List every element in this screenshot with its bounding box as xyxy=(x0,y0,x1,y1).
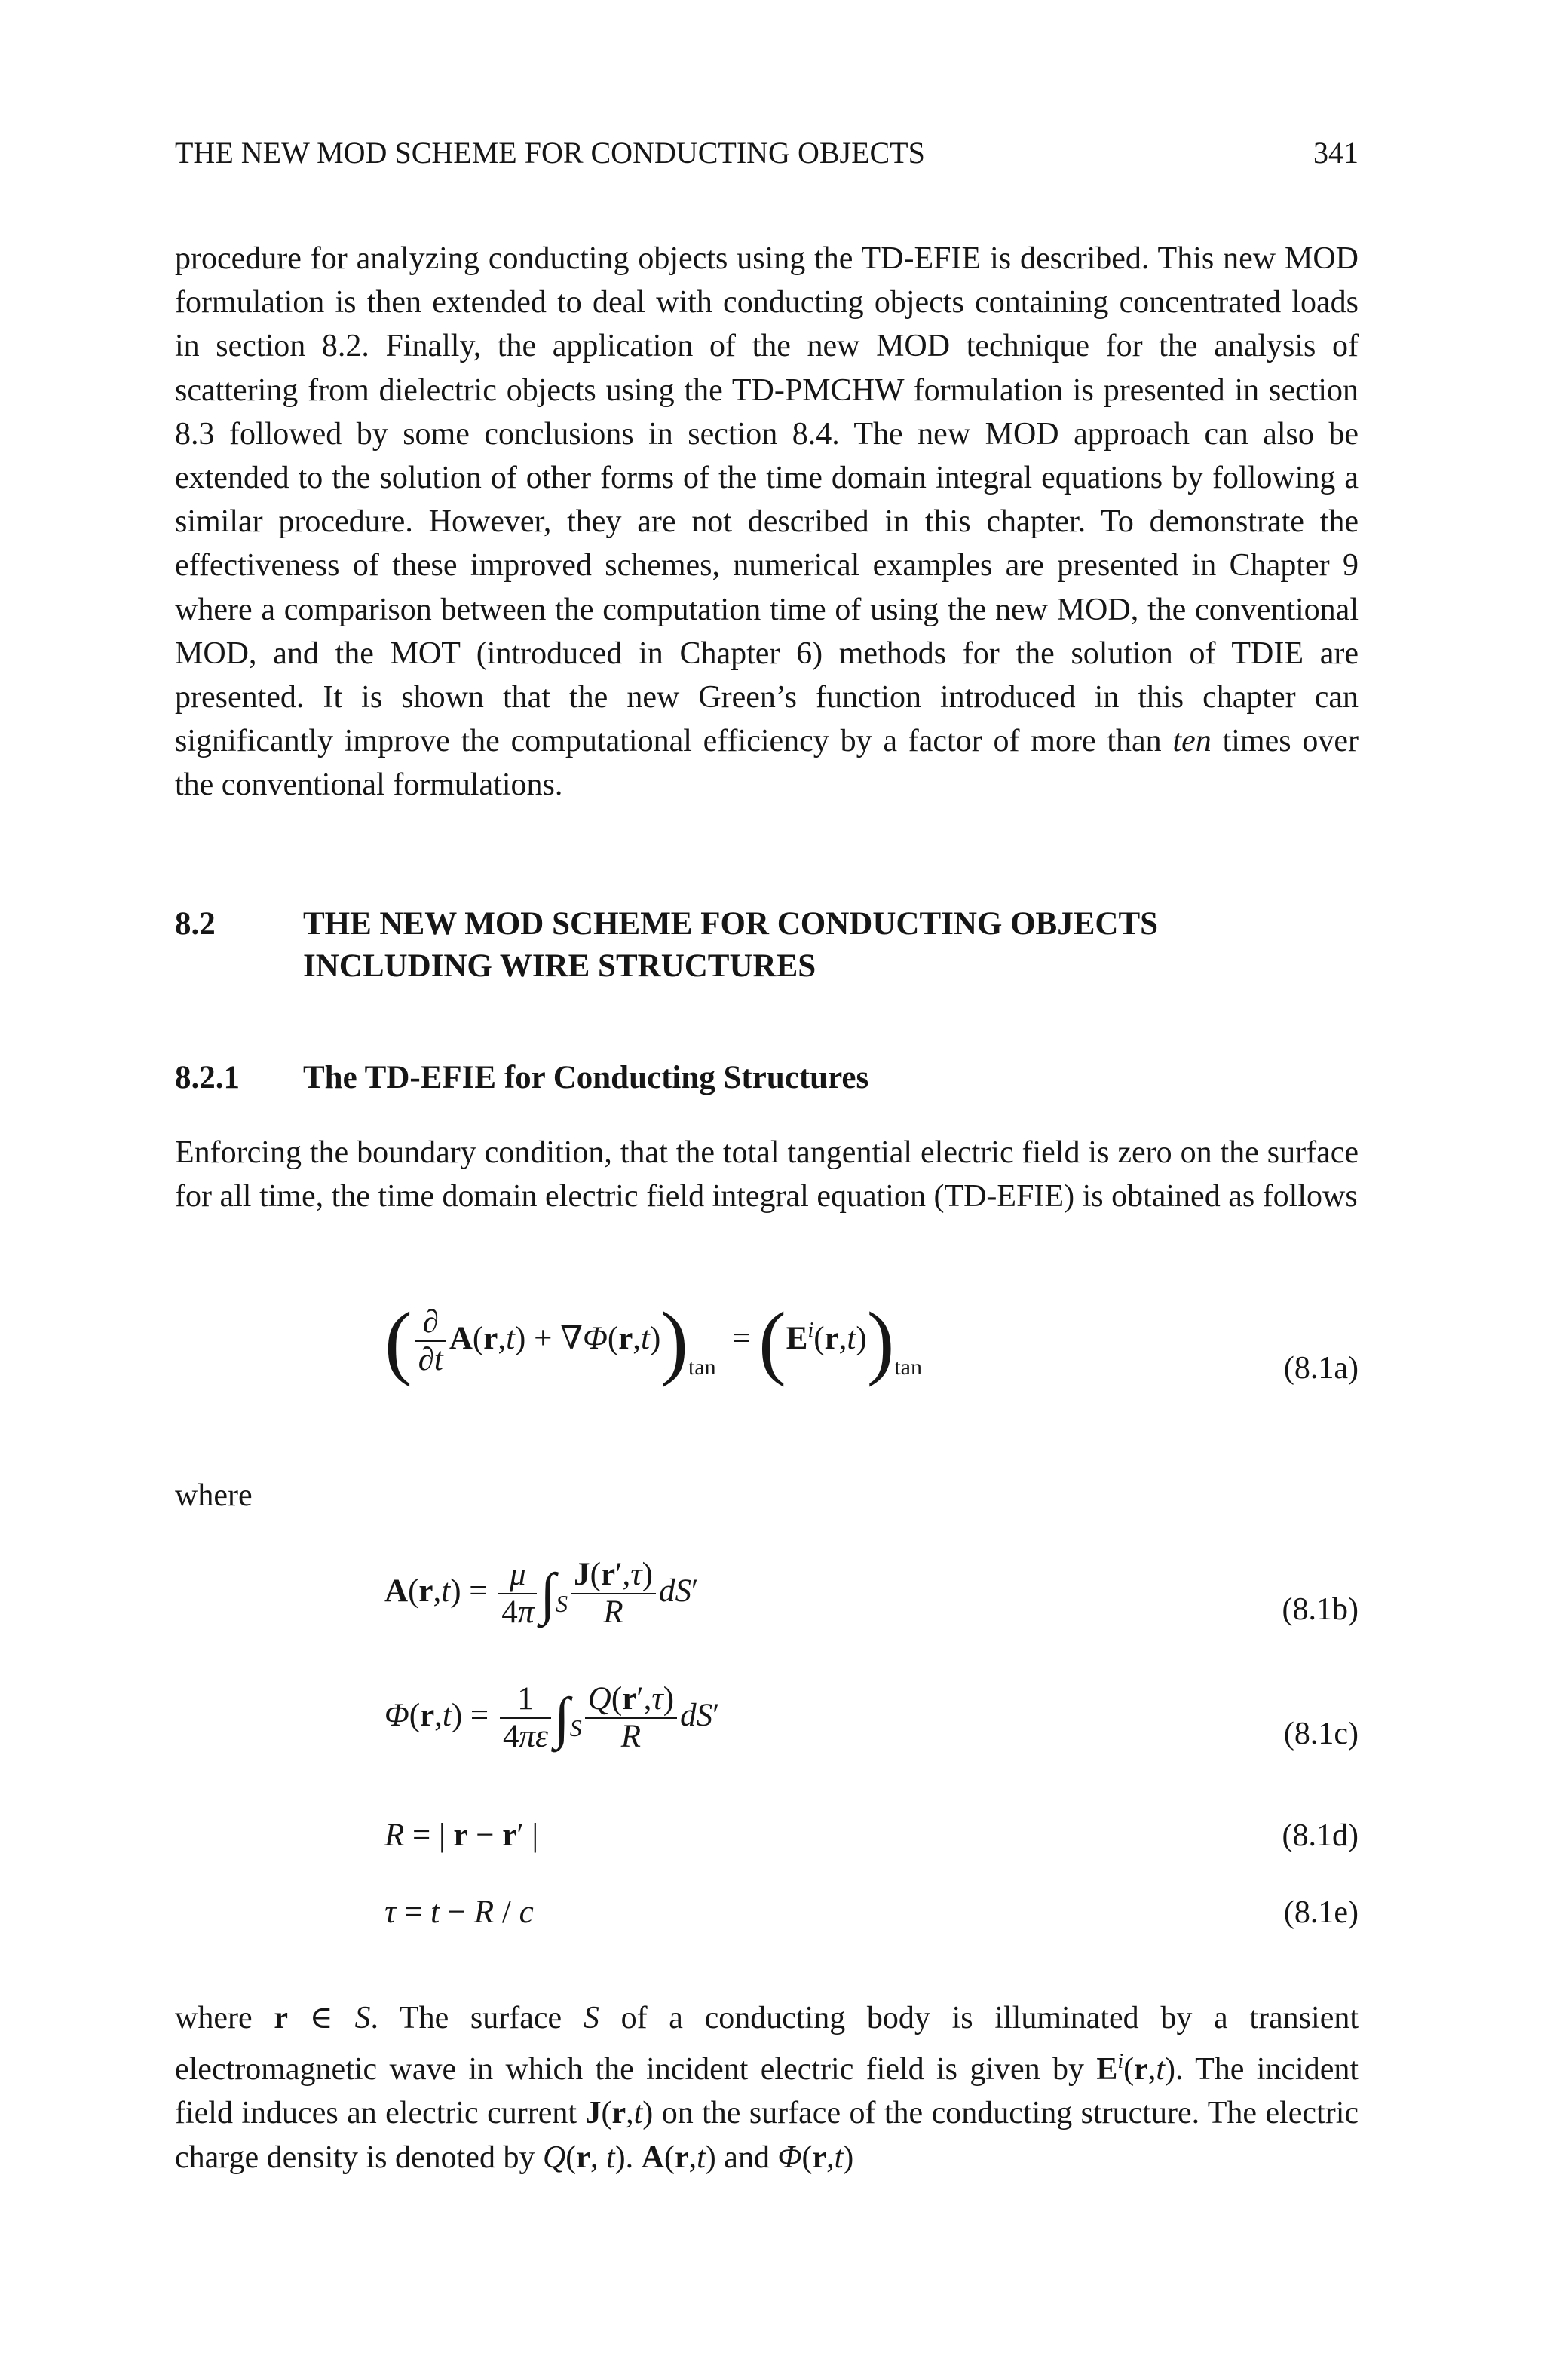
intro-text: procedure for analyzing conducting objects using the TD-EFIE is described. This new MOD formulation is then extended to deal with conducting objects containing concentrated loads in section 8.2. Finally, the application of the new MOD technique for the analysis of scattering from dielectric objects using the TD-PMCHW formulation is presented in section 8.3 followed by some conclusions in section 8.4. The new MOD approach can also be extended to the solution of other forms of the time domain integral equations by following a similar procedure. However, they are not described in this chapter. To demonstrate the effectiveness of these improved schemes, numerical examples are presented in Chapter 9 where a comparison between the computation time of using the new MOD, the conventional MOD, and the MOT (introduced in Chapter 6) methods for the solution of TDIE are presented. It is shown that the new Green’s function introduced in this chapter can significantly improve the computational efficiency by a factor of more than xyxy=(175,241,1359,759)
page-number: 341 xyxy=(1313,136,1359,170)
equation-8-1d: R = | r − r′ | xyxy=(384,1818,539,1853)
text-run: The surface xyxy=(399,2001,562,2035)
subsection-title: The TD-EFIE for Conducting Structures xyxy=(303,1060,869,1095)
where-label: where xyxy=(175,1478,253,1513)
running-header xyxy=(175,134,1359,172)
section-title-line-2: INCLUDING WIRE STRUCTURES xyxy=(303,948,816,984)
equation-label-8-1d: (8.1d) xyxy=(1282,1818,1359,1853)
equation-8-1c: Φ(r,t) = $\frac{1}{4\pi\varepsilon}$ $\int_S$ $\frac{Q(r',\tau)}{R}$ dS′ xyxy=(384,1681,720,1754)
subsection-number: 8.2.1 xyxy=(175,1060,240,1095)
section-number: 8.2 xyxy=(175,906,216,942)
intro-text-end: times over the conventional formulations. xyxy=(175,724,1359,803)
surface-description-paragraph: where r ∈ S. The surface S of a conducting body is illuminated by a transient electromagnetic wave in which the incident electric field is given by $E^i(r,t)$. The incident field induces an electric current J(r,t) on the surface of the conducting structure. The electric charge density is denoted by Q(r, t). A(r,t) and Φ(r,t) xyxy=(175,2001,1359,2175)
section-title-line-1: THE NEW MOD SCHEME FOR CONDUCTING OBJECTS xyxy=(303,906,1159,942)
boundary-condition-paragraph: Enforcing the boundary condition, that the total tangential electric field is zero on the surface for all time, the time domain electric field integral equation (TD-EFIE) is obtained as follows xyxy=(175,1135,1359,1215)
equation-8-1e: τ = t − R / c xyxy=(384,1895,534,1930)
equation-8-1a: ( $\frac{\partial}{\partial t}$ $A(r,t) + \nabla\Phi(r,t))_{tan} = (E^i(r,t))_{tan}$ xyxy=(384,1295,922,1387)
section-title xyxy=(303,903,1359,988)
intro-emphasis: ten xyxy=(1172,724,1212,759)
text-run: The incident field induces an electric current xyxy=(175,2052,1359,2131)
equation-8-1b: A(r,t) = $\frac{\mu}{4\pi}$ $\int_S$ $\frac{J(r',\tau)}{R}$ dS′ xyxy=(384,1557,699,1630)
equation-label-8-1e: (8.1e) xyxy=(1283,1895,1359,1930)
equation-label-8-1b: (8.1b) xyxy=(1282,1592,1359,1627)
text-run: and xyxy=(724,2140,770,2175)
text-run: of a conducting body is illuminated by a transient electromagnetic wave in which the incident electric field is given by xyxy=(175,2001,1359,2087)
intro-paragraph xyxy=(175,237,1359,807)
equation-label-8-1a: (8.1a) xyxy=(1283,1351,1359,1386)
text-run: on the surface of the conducting structure. The electric charge density is denoted by xyxy=(175,2096,1359,2175)
running-title: THE NEW MOD SCHEME FOR CONDUCTING OBJECTS xyxy=(175,136,925,170)
equation-label-8-1c: (8.1c) xyxy=(1283,1717,1359,1751)
text-run: where xyxy=(175,2001,253,2035)
